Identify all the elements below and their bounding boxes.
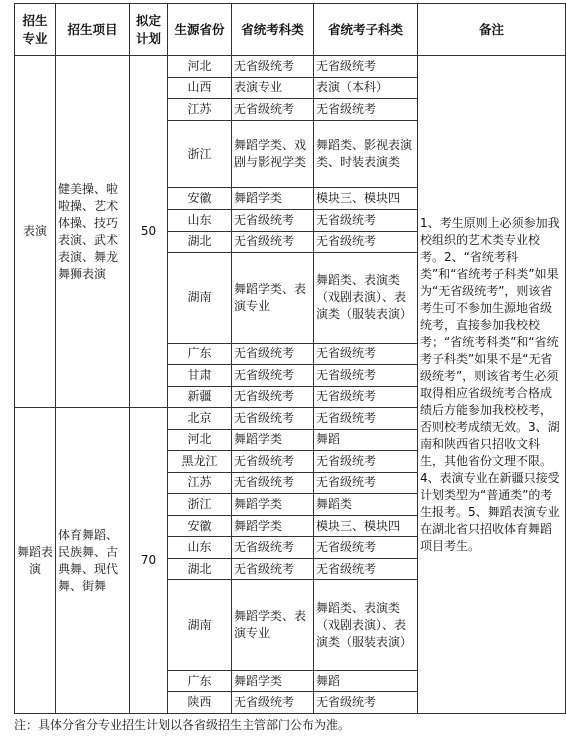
- category-cell: 表演专业: [232, 77, 314, 99]
- province-cell: 广东: [168, 670, 232, 692]
- category-cell: 无省级统考: [232, 210, 314, 232]
- subcategory-cell: 无省级统考: [314, 408, 418, 430]
- subcategory-cell: 无省级统考: [314, 558, 418, 580]
- province-cell: 甘肃: [168, 365, 232, 387]
- province-cell: 安徽: [168, 188, 232, 210]
- subcategory-cell: 无省级统考: [314, 472, 418, 494]
- province-cell: 安徽: [168, 515, 232, 537]
- subcategory-cell: 无省级统考: [314, 537, 418, 559]
- subcategory-cell: 无省级统考: [314, 56, 418, 78]
- project-cell: 健美操、啦啦操、艺术体操、技巧表演、武术表演、舞龙舞狮表演: [56, 56, 130, 408]
- province-cell: 湖南: [168, 580, 232, 671]
- province-cell: 湖南: [168, 253, 232, 344]
- header-remarks: 备注: [418, 4, 566, 56]
- province-cell: 广东: [168, 343, 232, 365]
- subcategory-cell: 无省级统考: [314, 231, 418, 253]
- subcategory-cell: 舞蹈类、影视表演类、时装表演类: [314, 120, 418, 188]
- subcategory-cell: 无省级统考: [314, 692, 418, 714]
- subcategory-cell: 表演（本科）: [314, 77, 418, 99]
- province-cell: 山东: [168, 210, 232, 232]
- category-cell: 无省级统考: [232, 692, 314, 714]
- category-cell: 舞蹈学类: [232, 429, 314, 451]
- subcategory-cell: 舞蹈: [314, 429, 418, 451]
- subcategory-cell: 无省级统考: [314, 210, 418, 232]
- province-cell: 新疆: [168, 386, 232, 408]
- subcategory-cell: 舞蹈类、表演类（戏剧表演）、表演类（服装表演）: [314, 253, 418, 344]
- province-cell: 浙江: [168, 120, 232, 188]
- category-cell: 无省级统考: [232, 472, 314, 494]
- category-cell: 舞蹈学类: [232, 670, 314, 692]
- category-cell: 无省级统考: [232, 451, 314, 473]
- subcategory-cell: 舞蹈: [314, 670, 418, 692]
- major-cell: 表演: [15, 56, 56, 408]
- category-cell: 无省级统考: [232, 386, 314, 408]
- header-province: 生源省份: [168, 4, 232, 56]
- province-cell: 山东: [168, 537, 232, 559]
- province-cell: 山西: [168, 77, 232, 99]
- category-cell: 无省级统考: [232, 537, 314, 559]
- subcategory-cell: 模块三、模块四: [314, 188, 418, 210]
- header-subcategory: 省统考子科类: [314, 4, 418, 56]
- subcategory-cell: 无省级统考: [314, 99, 418, 121]
- province-cell: 河北: [168, 429, 232, 451]
- category-cell: 舞蹈学类: [232, 188, 314, 210]
- category-cell: 舞蹈学类、戏剧与影视学类: [232, 120, 314, 188]
- province-cell: 江苏: [168, 472, 232, 494]
- subcategory-cell: 舞蹈类: [314, 494, 418, 516]
- header-project: 招生项目: [56, 4, 130, 56]
- header-major: 招生 专业: [15, 4, 56, 56]
- category-cell: 舞蹈学类: [232, 515, 314, 537]
- province-cell: 北京: [168, 408, 232, 430]
- subcategory-cell: 无省级统考: [314, 343, 418, 365]
- header-row: [15, 4, 566, 56]
- header-category: 省统考科类: [232, 4, 314, 56]
- table-body: [15, 56, 566, 714]
- subcategory-cell: 模块三、模块四: [314, 515, 418, 537]
- category-cell: 无省级统考: [232, 231, 314, 253]
- category-cell: 舞蹈学类、表演专业: [232, 253, 314, 344]
- province-cell: 河北: [168, 56, 232, 78]
- remarks-cell: 1、考生原则上必须参加我校组织的艺术类专业校考。2、“省统考科类”和“省统考子科类”如果为“无省级统考”，则该省考生可不参加生源地省级统考，直接参加我校校考；“省统考科类”和“省统考子科类”如果不是“无省级统考”，则该省考生必须取得相应省级统考合格成绩后方能参加我校校考，否则校考成绩无效。3、湖南和陕西省只招收文科生，其他省份文理不限。4、表演专业在新疆只接受计划类型为“普通类”的考生报考。5、舞蹈表演专业在湖北省只招收体育舞蹈项目考生。: [418, 56, 566, 714]
- province-cell: 黑龙江: [168, 451, 232, 473]
- category-cell: 无省级统考: [232, 56, 314, 78]
- province-cell: 江苏: [168, 99, 232, 121]
- subcategory-cell: 无省级统考: [314, 451, 418, 473]
- footnote: 注：具体分省分专业招生计划以各省级招生主管部门公布为准。: [14, 718, 351, 732]
- category-cell: 无省级统考: [232, 408, 314, 430]
- plan-cell: 70: [130, 408, 168, 714]
- category-cell: 无省级统考: [232, 99, 314, 121]
- table-row: [15, 56, 566, 78]
- category-cell: 无省级统考: [232, 365, 314, 387]
- header-plan: 拟定 计划: [130, 4, 168, 56]
- province-cell: 湖北: [168, 231, 232, 253]
- major-cell: 舞蹈表演: [15, 408, 56, 714]
- category-cell: 无省级统考: [232, 343, 314, 365]
- category-cell: 无省级统考: [232, 558, 314, 580]
- province-cell: 浙江: [168, 494, 232, 516]
- plan-cell: 50: [130, 56, 168, 408]
- admissions-table: [14, 3, 566, 714]
- subcategory-cell: 无省级统考: [314, 386, 418, 408]
- province-cell: 湖北: [168, 558, 232, 580]
- category-cell: 舞蹈学类、表演专业: [232, 580, 314, 671]
- province-cell: 陕西: [168, 692, 232, 714]
- subcategory-cell: 舞蹈类、表演类（戏剧表演）、表演类（服装表演）: [314, 580, 418, 671]
- project-cell: 体育舞蹈、民族舞、古典舞、现代舞、街舞: [56, 408, 130, 714]
- subcategory-cell: 无省级统考: [314, 365, 418, 387]
- category-cell: 舞蹈学类: [232, 494, 314, 516]
